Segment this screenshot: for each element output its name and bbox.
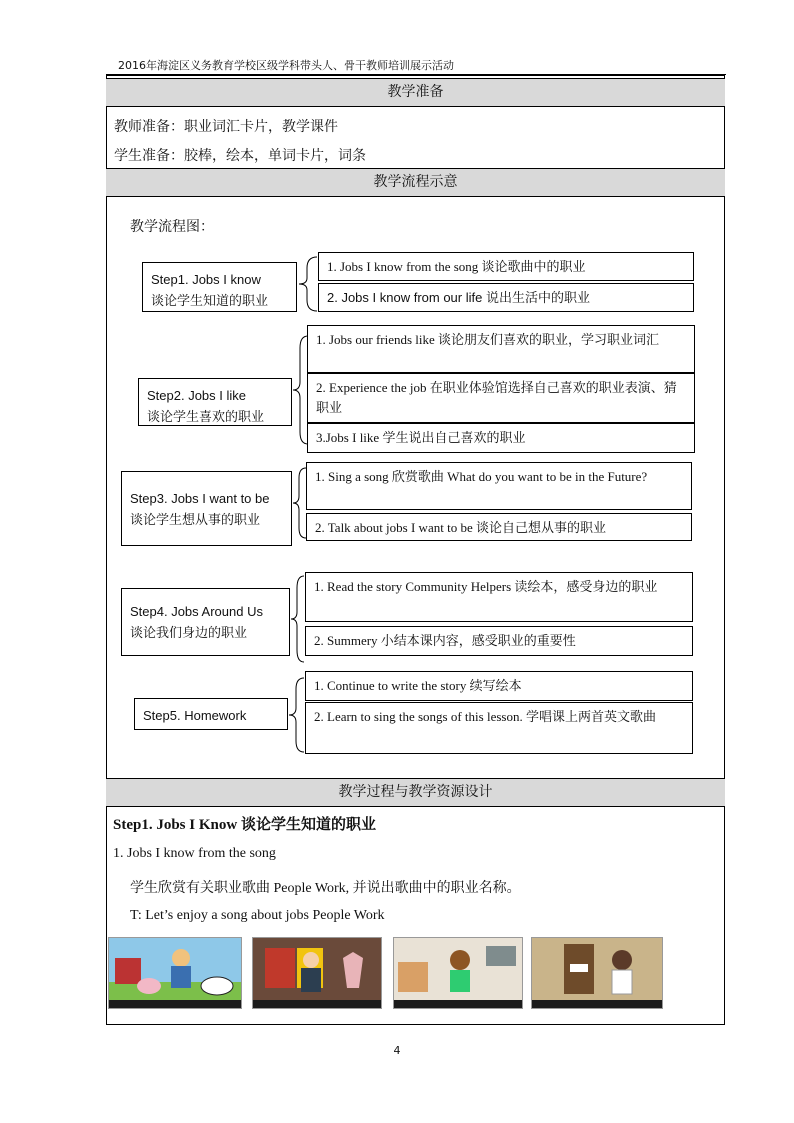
babysitter-scene-image xyxy=(394,938,523,1009)
step3-item2: 2. Talk about jobs I want to be 谈论自己想从事的职业 xyxy=(306,513,692,541)
brace-step4 xyxy=(290,574,306,664)
step2-item1: 1. Jobs our friends like 谈论朋友们喜欢的职业，学习职业词汇 xyxy=(307,325,695,373)
flow-label: 教学流程图： xyxy=(130,219,214,235)
step1-cn: 谈论学生知道的职业 xyxy=(151,293,269,308)
tailor-scene-image xyxy=(253,938,382,1009)
step5-item2: 2. Learn to sing the songs of this lesson. 学唱课上两首英文歌曲 xyxy=(305,702,693,754)
step4-box xyxy=(121,588,290,656)
video-thumbnail-babysitter xyxy=(393,937,523,1009)
video-thumbnail-doctor xyxy=(531,937,663,1009)
step4-item1: 1. Read the story Community Helpers 读绘本，感受身边的职业 xyxy=(305,572,693,622)
step1-item2: 2. Jobs I know from our life 说出生活中的职业 xyxy=(318,283,694,312)
video-thumbnail-farmer xyxy=(108,937,242,1009)
step3-en: Step3. Jobs I want to be xyxy=(130,491,270,506)
doctor-scene-image xyxy=(532,938,663,1009)
step2-item2: 2. Experience the job 在职业体验馆选择自己喜欢的职业表演、猜职业 xyxy=(307,373,695,423)
step5-item1: 1. Continue to write the story 续写绘本 xyxy=(305,671,693,701)
section-bar-prep: 教学准备 xyxy=(106,78,725,107)
brace-step1 xyxy=(297,254,319,314)
sub-heading-1: 1. Jobs I know from the song xyxy=(113,846,276,861)
step1-item1: 1. Jobs I know from the song 谈论歌曲中的职业 xyxy=(318,252,694,281)
video-thumbnail-tailor xyxy=(252,937,382,1009)
step1-heading: Step1. Jobs I Know 谈论学生知道的职业 xyxy=(113,817,376,833)
step3-item1: 1. Sing a song 欣赏歌曲 What do you want to be in the Future? xyxy=(306,462,692,510)
brace-step5 xyxy=(288,676,306,754)
step2-item3: 3.Jobs I like 学生说出自己喜欢的职业 xyxy=(307,423,695,453)
step4-item2: 2. Summery 小结本课内容，感受职业的重要性 xyxy=(305,626,693,656)
section-bar-flow: 教学流程示意 xyxy=(106,168,725,197)
song-paragraph: 学生欣赏有关职业歌曲 People Work, 并说出歌曲中的职业名称。 xyxy=(130,881,521,896)
step5-box xyxy=(134,698,288,730)
step4-en: Step4. Jobs Around Us xyxy=(130,604,263,619)
student-prep: 学生准备：胶棒，绘本，单词卡片，词条 xyxy=(114,148,366,164)
page-number: 4 xyxy=(393,1044,401,1057)
farmer-scene-image xyxy=(109,938,242,1009)
step2-box xyxy=(138,378,292,426)
step1-box xyxy=(142,262,297,312)
step2-cn: 谈论学生喜欢的职业 xyxy=(147,409,265,424)
page-header: 2016年海淀区义务教育学校区级学科带头人、骨干教师培训展示活动 xyxy=(118,59,454,72)
step5-en: Step5. Homework xyxy=(143,708,247,723)
step1-en: Step1. Jobs I know xyxy=(151,272,261,287)
teacher-line: T: Let’s enjoy a song about jobs People Work xyxy=(130,908,385,923)
step2-en: Step2. Jobs I like xyxy=(147,388,246,403)
section-bar-process: 教学过程与教学资源设计 xyxy=(106,778,725,807)
teacher-prep: 教师准备：职业词汇卡片，教学课件 xyxy=(114,119,338,135)
step4-cn: 谈论我们身边的职业 xyxy=(130,625,248,640)
step3-cn: 谈论学生想从事的职业 xyxy=(130,512,261,527)
step3-box xyxy=(121,471,292,546)
